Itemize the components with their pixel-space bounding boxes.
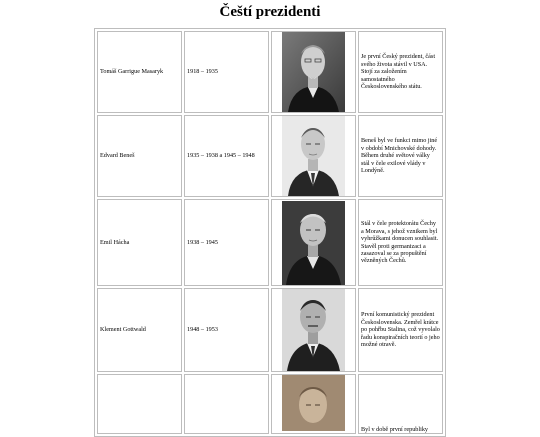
president-description: První komunistický prezident Československa. Zemřel krátce po pohřbu Stalina, což vyvolalo řadu konspiračních teorií o jeho možné otravě. bbox=[358, 288, 443, 372]
president-description: Byl v době první republiky bbox=[358, 374, 443, 434]
president-photo-cell bbox=[271, 288, 356, 372]
president-photo-cell bbox=[271, 31, 356, 113]
president-name: Emil Hácha bbox=[97, 199, 182, 286]
president-term: 1948 – 1953 bbox=[184, 288, 269, 372]
president-description: Stál v čele protektorátu Čechy a Morava, s jehož vznikem byl vyhrůžkami donucen souhlasit. Stavěl proti germanizaci a zasazoval se za propuštění vězněných Čechů. bbox=[358, 199, 443, 286]
president-term: 1918 – 1935 bbox=[184, 31, 269, 113]
president-term: 1938 – 1945 bbox=[184, 199, 269, 286]
president-name: Klement Gottwald bbox=[97, 288, 182, 372]
president-term: 1935 – 1938 a 1945 – 1948 bbox=[184, 115, 269, 197]
president-term bbox=[184, 374, 269, 434]
table-row bbox=[97, 31, 443, 113]
table-row bbox=[97, 199, 443, 286]
portrait-benes bbox=[282, 116, 345, 196]
portrait-gottwald bbox=[282, 289, 345, 371]
page-title: Čeští prezidenti bbox=[219, 4, 321, 20]
president-name bbox=[97, 374, 182, 434]
president-photo-cell bbox=[271, 374, 356, 434]
table-row bbox=[97, 288, 443, 372]
president-description: Beneš byl ve funkci mimo jiné v období Mnichovské dohody. Během druhé světové války stál v čele exilové vlády v Londýně. bbox=[358, 115, 443, 197]
portrait-fifth bbox=[282, 375, 345, 431]
portrait-hacha bbox=[282, 201, 345, 285]
presidents-table bbox=[94, 28, 446, 437]
table-row bbox=[97, 374, 443, 434]
president-description: Je první Český prezident, část svého života stávil v USA. Stojí za založením samostatného Československého státu. bbox=[358, 31, 443, 113]
president-photo-cell bbox=[271, 115, 356, 197]
president-photo-cell bbox=[271, 199, 356, 286]
president-name: Edvard Beneš bbox=[97, 115, 182, 197]
president-name: Tomáš Garrigue Masaryk bbox=[97, 31, 182, 113]
table-row bbox=[97, 115, 443, 197]
portrait-masaryk bbox=[282, 32, 345, 112]
